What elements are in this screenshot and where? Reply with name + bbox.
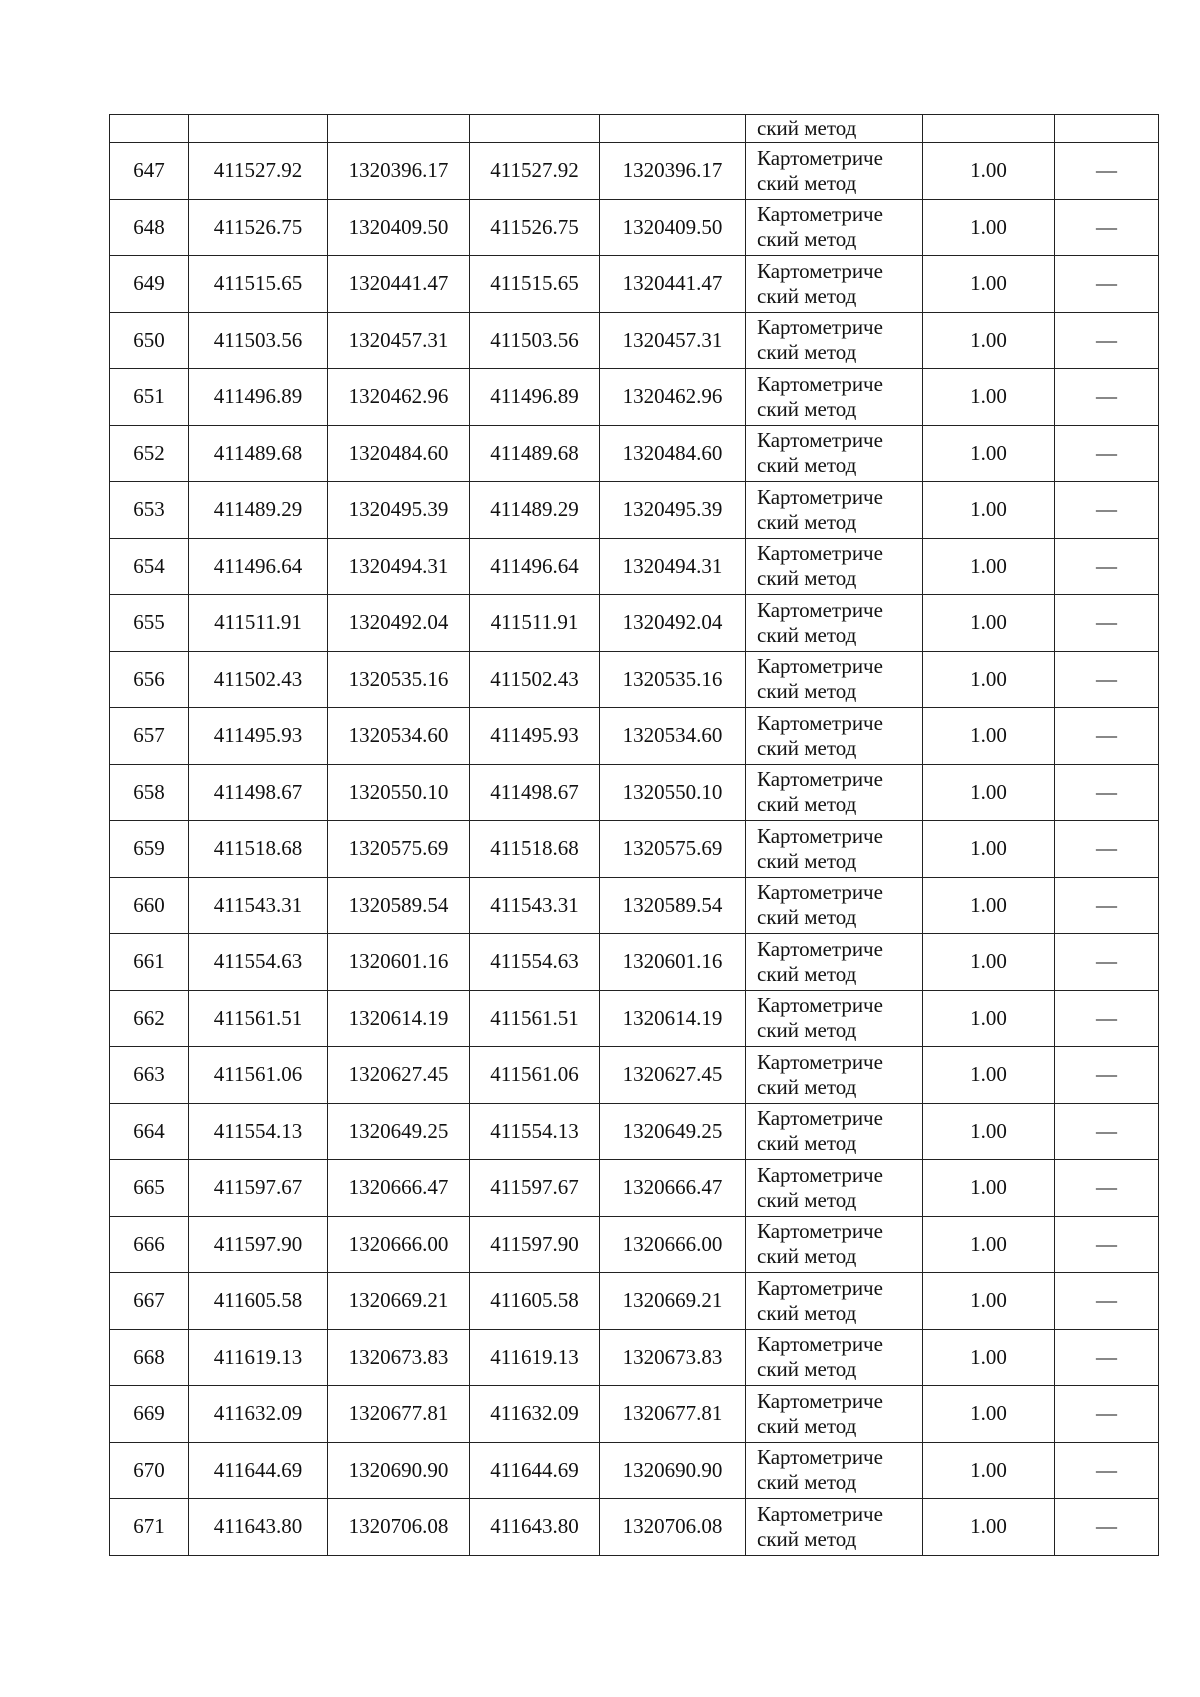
y-coordinate-cell: 1320550.10 xyxy=(328,764,470,821)
method-line-2: ский метод xyxy=(757,961,857,986)
method-cell xyxy=(746,651,923,708)
method-line-1: Картометриче xyxy=(757,428,883,453)
x-coordinate-cell: 411543.31 xyxy=(470,877,600,934)
point-number-cell: 664 xyxy=(110,1103,189,1160)
table-row xyxy=(110,538,1159,595)
x-coordinate-cell: 411632.09 xyxy=(189,1386,328,1443)
y-coordinate-cell: 1320589.54 xyxy=(328,877,470,934)
method-line-1: Картометриче xyxy=(757,1501,883,1526)
method-line-1: Картометриче xyxy=(757,1219,883,1244)
point-number-cell: 657 xyxy=(110,708,189,765)
method-cell xyxy=(746,595,923,652)
method-line-2: ский метод xyxy=(757,622,857,647)
coordinates-table xyxy=(109,114,1159,1556)
note-cell: — xyxy=(1055,312,1159,369)
x-coordinate-cell: 411554.13 xyxy=(470,1103,600,1160)
x-coordinate-cell: 411597.90 xyxy=(189,1216,328,1273)
method-line-1: Картометриче xyxy=(757,1106,883,1131)
accuracy-cell: 1.00 xyxy=(923,651,1055,708)
method-line-1: Картометриче xyxy=(757,1049,883,1074)
method-line-2: ский метод xyxy=(757,1018,857,1043)
point-number-cell: 653 xyxy=(110,482,189,539)
note-cell: — xyxy=(1055,708,1159,765)
note-cell: — xyxy=(1055,934,1159,991)
y-coordinate-cell: 1320666.00 xyxy=(328,1216,470,1273)
x-coordinate-cell: 411502.43 xyxy=(189,651,328,708)
note-cell: — xyxy=(1055,538,1159,595)
y-coordinate-cell: 1320495.39 xyxy=(600,482,746,539)
x-coordinate-cell: 411515.65 xyxy=(189,256,328,313)
x-coordinate-cell: 411515.65 xyxy=(470,256,600,313)
note-cell: — xyxy=(1055,199,1159,256)
method-line-1: Картометриче xyxy=(757,1162,883,1187)
x-coordinate-cell: 411554.63 xyxy=(470,934,600,991)
method-line-2: ский метод xyxy=(757,679,857,704)
x-coordinate-cell: 411605.58 xyxy=(189,1273,328,1330)
table-row xyxy=(110,1442,1159,1499)
note-cell: — xyxy=(1055,1386,1159,1443)
table-row xyxy=(110,369,1159,426)
x-coordinate-cell: 411643.80 xyxy=(470,1499,600,1556)
note-cell: — xyxy=(1055,764,1159,821)
x-coordinate-cell: 411489.29 xyxy=(470,482,600,539)
method-line-2: ский метод xyxy=(757,453,857,478)
x-coordinate-cell: 411511.91 xyxy=(470,595,600,652)
table-row xyxy=(110,764,1159,821)
method-line-1: Картометриче xyxy=(757,823,883,848)
accuracy-cell: 1.00 xyxy=(923,425,1055,482)
accuracy-cell: 1.00 xyxy=(923,1273,1055,1330)
method-line-1: Картометриче xyxy=(757,1445,883,1470)
y-coordinate-cell: 1320441.47 xyxy=(328,256,470,313)
accuracy-cell: 1.00 xyxy=(923,369,1055,426)
x-coordinate-cell: 411496.64 xyxy=(470,538,600,595)
point-number-cell: 668 xyxy=(110,1329,189,1386)
y-coordinate-cell: 1320535.16 xyxy=(328,651,470,708)
method-line-2: ский метод xyxy=(757,1300,857,1325)
x-coordinate-cell: 411496.89 xyxy=(189,369,328,426)
table-row xyxy=(110,199,1159,256)
y-coordinate-cell: 1320673.83 xyxy=(600,1329,746,1386)
point-number-cell: 649 xyxy=(110,256,189,313)
accuracy-cell: 1.00 xyxy=(923,1329,1055,1386)
method-cell xyxy=(746,256,923,313)
note-cell: — xyxy=(1055,1329,1159,1386)
x-coordinate-cell: 411561.06 xyxy=(189,1047,328,1104)
x-coordinate-cell: 411561.06 xyxy=(470,1047,600,1104)
x-coordinate-cell: 411527.92 xyxy=(470,143,600,200)
x-coordinate-cell: 411597.67 xyxy=(189,1160,328,1217)
method-cell xyxy=(746,934,923,991)
table-row xyxy=(110,1329,1159,1386)
table-row xyxy=(110,595,1159,652)
accuracy-cell: 1.00 xyxy=(923,1386,1055,1443)
accuracy-cell: 1.00 xyxy=(923,312,1055,369)
y-coordinate-cell: 1320614.19 xyxy=(600,990,746,1047)
x-coordinate-cell: 411495.93 xyxy=(470,708,600,765)
y-coordinate-cell: 1320575.69 xyxy=(328,821,470,878)
method-line-2: ский метод xyxy=(757,792,857,817)
x-coordinate-cell: 411554.63 xyxy=(189,934,328,991)
point-number-cell: 667 xyxy=(110,1273,189,1330)
table-row xyxy=(110,1386,1159,1443)
method-tail-cell: ский метод xyxy=(746,115,923,143)
y-coordinate-cell: 1320666.47 xyxy=(600,1160,746,1217)
table-row xyxy=(110,425,1159,482)
empty-cell xyxy=(110,115,189,143)
y-coordinate-cell: 1320677.81 xyxy=(328,1386,470,1443)
point-number-cell: 650 xyxy=(110,312,189,369)
method-line-1: Картометриче xyxy=(757,654,883,679)
method-cell xyxy=(746,1216,923,1273)
method-line-2: ский метод xyxy=(757,1244,857,1269)
method-line-2: ский метод xyxy=(757,1413,857,1438)
method-cell xyxy=(746,538,923,595)
table-row xyxy=(110,1216,1159,1273)
x-coordinate-cell: 411489.68 xyxy=(470,425,600,482)
y-coordinate-cell: 1320669.21 xyxy=(600,1273,746,1330)
y-coordinate-cell: 1320495.39 xyxy=(328,482,470,539)
note-cell: — xyxy=(1055,1216,1159,1273)
y-coordinate-cell: 1320690.90 xyxy=(328,1442,470,1499)
method-line-2: ский метод xyxy=(757,340,857,365)
method-line-1: Картометриче xyxy=(757,767,883,792)
method-line-1: Картометриче xyxy=(757,484,883,509)
point-number-cell: 659 xyxy=(110,821,189,878)
x-coordinate-cell: 411644.69 xyxy=(470,1442,600,1499)
method-cell xyxy=(746,143,923,200)
method-line-2: ский метод xyxy=(757,1187,857,1212)
x-coordinate-cell: 411526.75 xyxy=(189,199,328,256)
y-coordinate-cell: 1320457.31 xyxy=(328,312,470,369)
method-line-2: ский метод xyxy=(757,1526,857,1551)
accuracy-cell: 1.00 xyxy=(923,1103,1055,1160)
accuracy-cell: 1.00 xyxy=(923,1216,1055,1273)
method-cell xyxy=(746,1499,923,1556)
note-cell: — xyxy=(1055,990,1159,1047)
method-cell xyxy=(746,1103,923,1160)
method-line-1: Картометриче xyxy=(757,936,883,961)
accuracy-cell: 1.00 xyxy=(923,199,1055,256)
method-cell xyxy=(746,199,923,256)
y-coordinate-cell: 1320409.50 xyxy=(600,199,746,256)
table-row xyxy=(110,990,1159,1047)
y-coordinate-cell: 1320601.16 xyxy=(600,934,746,991)
method-cell xyxy=(746,482,923,539)
method-line-2: ский метод xyxy=(757,848,857,873)
x-coordinate-cell: 411643.80 xyxy=(189,1499,328,1556)
method-line-1: Картометриче xyxy=(757,145,883,170)
method-line-2: ский метод xyxy=(757,1470,857,1495)
y-coordinate-cell: 1320535.16 xyxy=(600,651,746,708)
method-cell xyxy=(746,990,923,1047)
point-number-cell: 660 xyxy=(110,877,189,934)
accuracy-cell: 1.00 xyxy=(923,990,1055,1047)
accuracy-cell: 1.00 xyxy=(923,708,1055,765)
method-cell xyxy=(746,821,923,878)
note-cell: — xyxy=(1055,1442,1159,1499)
y-coordinate-cell: 1320462.96 xyxy=(600,369,746,426)
method-line-2: ский метод xyxy=(757,905,857,930)
note-cell: — xyxy=(1055,651,1159,708)
method-line-2: ский метод xyxy=(757,509,857,534)
point-number-cell: 666 xyxy=(110,1216,189,1273)
y-coordinate-cell: 1320706.08 xyxy=(328,1499,470,1556)
table-row xyxy=(110,482,1159,539)
y-coordinate-cell: 1320462.96 xyxy=(328,369,470,426)
y-coordinate-cell: 1320396.17 xyxy=(328,143,470,200)
y-coordinate-cell: 1320494.31 xyxy=(328,538,470,595)
method-line-2: ский метод xyxy=(757,735,857,760)
method-line-2: ский метод xyxy=(757,1074,857,1099)
x-coordinate-cell: 411511.91 xyxy=(189,595,328,652)
accuracy-cell: 1.00 xyxy=(923,482,1055,539)
x-coordinate-cell: 411561.51 xyxy=(470,990,600,1047)
method-line-2: ский метод xyxy=(757,1131,857,1156)
point-number-cell: 652 xyxy=(110,425,189,482)
point-number-cell: 654 xyxy=(110,538,189,595)
empty-cell xyxy=(189,115,328,143)
x-coordinate-cell: 411498.67 xyxy=(470,764,600,821)
note-cell: — xyxy=(1055,877,1159,934)
note-cell: — xyxy=(1055,1103,1159,1160)
empty-cell xyxy=(923,115,1055,143)
method-line-1: Картометриче xyxy=(757,202,883,227)
y-coordinate-cell: 1320666.00 xyxy=(600,1216,746,1273)
x-coordinate-cell: 411597.67 xyxy=(470,1160,600,1217)
table-row xyxy=(110,1499,1159,1556)
method-line-1: Картометриче xyxy=(757,1332,883,1357)
table-row xyxy=(110,708,1159,765)
method-line-1: Картометриче xyxy=(757,1275,883,1300)
point-number-cell: 670 xyxy=(110,1442,189,1499)
table-row xyxy=(110,1160,1159,1217)
point-number-cell: 665 xyxy=(110,1160,189,1217)
x-coordinate-cell: 411498.67 xyxy=(189,764,328,821)
accuracy-cell: 1.00 xyxy=(923,1499,1055,1556)
y-coordinate-cell: 1320706.08 xyxy=(600,1499,746,1556)
x-coordinate-cell: 411554.13 xyxy=(189,1103,328,1160)
method-cell xyxy=(746,1047,923,1104)
method-line-1: Картометриче xyxy=(757,993,883,1018)
y-coordinate-cell: 1320492.04 xyxy=(328,595,470,652)
note-cell: — xyxy=(1055,1499,1159,1556)
x-coordinate-cell: 411526.75 xyxy=(470,199,600,256)
y-coordinate-cell: 1320627.45 xyxy=(328,1047,470,1104)
y-coordinate-cell: 1320575.69 xyxy=(600,821,746,878)
method-line-1: Картометриче xyxy=(757,710,883,735)
y-coordinate-cell: 1320601.16 xyxy=(328,934,470,991)
accuracy-cell: 1.00 xyxy=(923,934,1055,991)
table-row xyxy=(110,821,1159,878)
x-coordinate-cell: 411543.31 xyxy=(189,877,328,934)
x-coordinate-cell: 411518.68 xyxy=(470,821,600,878)
x-coordinate-cell: 411644.69 xyxy=(189,1442,328,1499)
point-number-cell: 648 xyxy=(110,199,189,256)
x-coordinate-cell: 411495.93 xyxy=(189,708,328,765)
y-coordinate-cell: 1320666.47 xyxy=(328,1160,470,1217)
point-number-cell: 671 xyxy=(110,1499,189,1556)
method-line-2: ский метод xyxy=(757,396,857,421)
empty-cell xyxy=(470,115,600,143)
y-coordinate-cell: 1320677.81 xyxy=(600,1386,746,1443)
y-coordinate-cell: 1320627.45 xyxy=(600,1047,746,1104)
method-line-1: Картометриче xyxy=(757,597,883,622)
accuracy-cell: 1.00 xyxy=(923,1047,1055,1104)
y-coordinate-cell: 1320669.21 xyxy=(328,1273,470,1330)
empty-cell xyxy=(1055,115,1159,143)
method-line-1: Картометриче xyxy=(757,880,883,905)
x-coordinate-cell: 411502.43 xyxy=(470,651,600,708)
method-cell xyxy=(746,312,923,369)
accuracy-cell: 1.00 xyxy=(923,538,1055,595)
note-cell: — xyxy=(1055,821,1159,878)
y-coordinate-cell: 1320396.17 xyxy=(600,143,746,200)
table-row xyxy=(110,877,1159,934)
x-coordinate-cell: 411503.56 xyxy=(189,312,328,369)
y-coordinate-cell: 1320457.31 xyxy=(600,312,746,369)
point-number-cell: 663 xyxy=(110,1047,189,1104)
x-coordinate-cell: 411619.13 xyxy=(470,1329,600,1386)
x-coordinate-cell: 411503.56 xyxy=(470,312,600,369)
note-cell: — xyxy=(1055,482,1159,539)
method-cell xyxy=(746,1273,923,1330)
x-coordinate-cell: 411496.64 xyxy=(189,538,328,595)
y-coordinate-cell: 1320441.47 xyxy=(600,256,746,313)
accuracy-cell: 1.00 xyxy=(923,877,1055,934)
y-coordinate-cell: 1320534.60 xyxy=(600,708,746,765)
table-row xyxy=(110,256,1159,313)
empty-cell xyxy=(328,115,470,143)
accuracy-cell: 1.00 xyxy=(923,821,1055,878)
point-number-cell: 661 xyxy=(110,934,189,991)
table-row xyxy=(110,1047,1159,1104)
method-line-2: ский метод xyxy=(757,1357,857,1382)
empty-cell xyxy=(600,115,746,143)
method-line-2: ский метод xyxy=(757,170,857,195)
note-cell: — xyxy=(1055,369,1159,426)
accuracy-cell: 1.00 xyxy=(923,595,1055,652)
method-line-2: ский метод xyxy=(757,227,857,252)
y-coordinate-cell: 1320494.31 xyxy=(600,538,746,595)
point-number-cell: 656 xyxy=(110,651,189,708)
point-number-cell: 647 xyxy=(110,143,189,200)
note-cell: — xyxy=(1055,1047,1159,1104)
method-line-2: ский метод xyxy=(757,566,857,591)
method-line-1: Картометриче xyxy=(757,541,883,566)
method-cell xyxy=(746,764,923,821)
x-coordinate-cell: 411605.58 xyxy=(470,1273,600,1330)
note-cell: — xyxy=(1055,425,1159,482)
x-coordinate-cell: 411489.68 xyxy=(189,425,328,482)
x-coordinate-cell: 411489.29 xyxy=(189,482,328,539)
point-number-cell: 651 xyxy=(110,369,189,426)
y-coordinate-cell: 1320550.10 xyxy=(600,764,746,821)
x-coordinate-cell: 411619.13 xyxy=(189,1329,328,1386)
y-coordinate-cell: 1320409.50 xyxy=(328,199,470,256)
note-cell: — xyxy=(1055,256,1159,313)
method-cell xyxy=(746,1386,923,1443)
accuracy-cell: 1.00 xyxy=(923,143,1055,200)
y-coordinate-cell: 1320589.54 xyxy=(600,877,746,934)
method-cell xyxy=(746,1442,923,1499)
method-line-2: ский метод xyxy=(757,283,857,308)
method-cell xyxy=(746,877,923,934)
y-coordinate-cell: 1320614.19 xyxy=(328,990,470,1047)
table-row xyxy=(110,1103,1159,1160)
y-coordinate-cell: 1320649.25 xyxy=(328,1103,470,1160)
accuracy-cell: 1.00 xyxy=(923,1442,1055,1499)
y-coordinate-cell: 1320484.60 xyxy=(328,425,470,482)
y-coordinate-cell: 1320484.60 xyxy=(600,425,746,482)
method-cell xyxy=(746,1160,923,1217)
x-coordinate-cell: 411518.68 xyxy=(189,821,328,878)
y-coordinate-cell: 1320534.60 xyxy=(328,708,470,765)
table-row xyxy=(110,934,1159,991)
accuracy-cell: 1.00 xyxy=(923,1160,1055,1217)
x-coordinate-cell: 411632.09 xyxy=(470,1386,600,1443)
y-coordinate-cell: 1320690.90 xyxy=(600,1442,746,1499)
x-coordinate-cell: 411496.89 xyxy=(470,369,600,426)
point-number-cell: 669 xyxy=(110,1386,189,1443)
continuation-row xyxy=(110,115,1159,143)
x-coordinate-cell: 411597.90 xyxy=(470,1216,600,1273)
accuracy-cell: 1.00 xyxy=(923,764,1055,821)
note-cell: — xyxy=(1055,595,1159,652)
y-coordinate-cell: 1320673.83 xyxy=(328,1329,470,1386)
note-cell: — xyxy=(1055,143,1159,200)
method-line-1: Картометриче xyxy=(757,1388,883,1413)
method-line-1: Картометриче xyxy=(757,258,883,283)
method-line-1: Картометриче xyxy=(757,315,883,340)
y-coordinate-cell: 1320492.04 xyxy=(600,595,746,652)
table-row xyxy=(110,143,1159,200)
table-row xyxy=(110,1273,1159,1330)
table-row xyxy=(110,312,1159,369)
method-cell xyxy=(746,708,923,765)
table-row xyxy=(110,651,1159,708)
note-cell: — xyxy=(1055,1160,1159,1217)
method-cell xyxy=(746,369,923,426)
accuracy-cell: 1.00 xyxy=(923,256,1055,313)
method-cell xyxy=(746,425,923,482)
y-coordinate-cell: 1320649.25 xyxy=(600,1103,746,1160)
point-number-cell: 655 xyxy=(110,595,189,652)
note-cell: — xyxy=(1055,1273,1159,1330)
method-line-1: Картометриче xyxy=(757,371,883,396)
method-cell xyxy=(746,1329,923,1386)
point-number-cell: 658 xyxy=(110,764,189,821)
x-coordinate-cell: 411561.51 xyxy=(189,990,328,1047)
point-number-cell: 662 xyxy=(110,990,189,1047)
x-coordinate-cell: 411527.92 xyxy=(189,143,328,200)
